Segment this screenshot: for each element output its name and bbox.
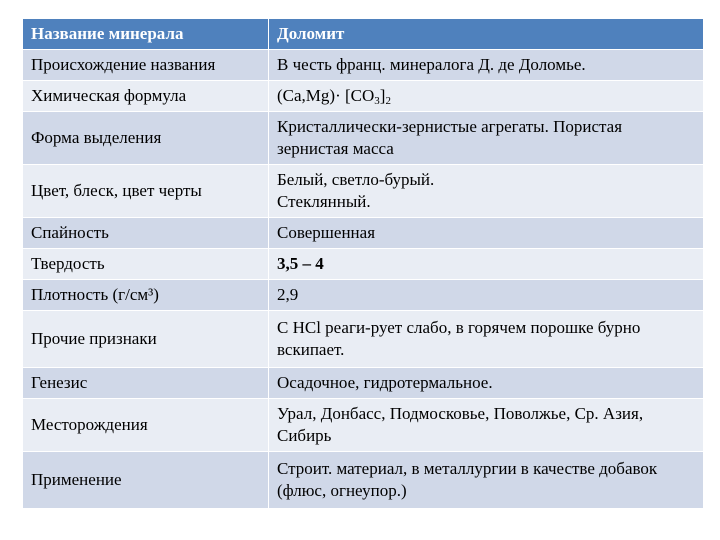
table-row (23, 112, 704, 165)
row-value: Осадочное, гидротермальное. (269, 368, 704, 399)
table-row (23, 368, 704, 399)
formula-sub2: 2 (385, 95, 391, 107)
row-label: Цвет, блеск, цвет черты (23, 165, 269, 218)
row-label: Происхождение названия (23, 50, 269, 81)
row-label: Применение (23, 452, 269, 509)
formula-part2: ] (379, 86, 386, 105)
row-value: 2,9 (269, 280, 704, 311)
table-row (23, 399, 704, 452)
row-value: Урал, Донбасс, Подмосковье, Поволжье, Ср. Азия, Сибирь (269, 399, 704, 452)
row-value: С HCl реаги-рует слабо, в горячем порошке бурно вскипает. (269, 311, 704, 368)
header-mineral-name: Название минерала (23, 19, 269, 50)
row-value: 3,5 – 4 (269, 249, 704, 280)
row-label: Форма выделения (23, 112, 269, 165)
header-mineral-value: Доломит (269, 19, 704, 50)
row-label: Месторождения (23, 399, 269, 452)
row-label: Плотность (г/см³) (23, 280, 269, 311)
formula-sub1: 3 (374, 95, 380, 107)
mineral-table (22, 18, 704, 509)
table-row (23, 249, 704, 280)
table-row (23, 165, 704, 218)
row-value: Строит. материал, в металлургии в качестве добавок (флюс, огнеупор.) (269, 452, 704, 509)
row-value: Кристаллически-зернистые агрегаты. Пористая зернистая масса (269, 112, 704, 165)
row-value-line2: Стеклянный. (277, 192, 371, 211)
row-label: Прочие признаки (23, 311, 269, 368)
formula-part1: (Ca,Mg)· [CO (277, 86, 375, 105)
table-row (23, 280, 704, 311)
row-label: Генезис (23, 368, 269, 399)
table-header-row (23, 19, 704, 50)
table-row (23, 218, 704, 249)
row-label: Спайность (23, 218, 269, 249)
table-row (23, 81, 704, 112)
row-value-formula (269, 81, 704, 112)
row-label: Твердость (23, 249, 269, 280)
row-value (269, 165, 704, 218)
table-row (23, 311, 704, 368)
table-row (23, 50, 704, 81)
row-value: Совершенная (269, 218, 704, 249)
row-value: В честь франц. минералога Д. де Доломье. (269, 50, 704, 81)
row-label: Химическая формула (23, 81, 269, 112)
table-row (23, 452, 704, 509)
row-value-line1: Белый, светло-бурый. (277, 170, 435, 189)
